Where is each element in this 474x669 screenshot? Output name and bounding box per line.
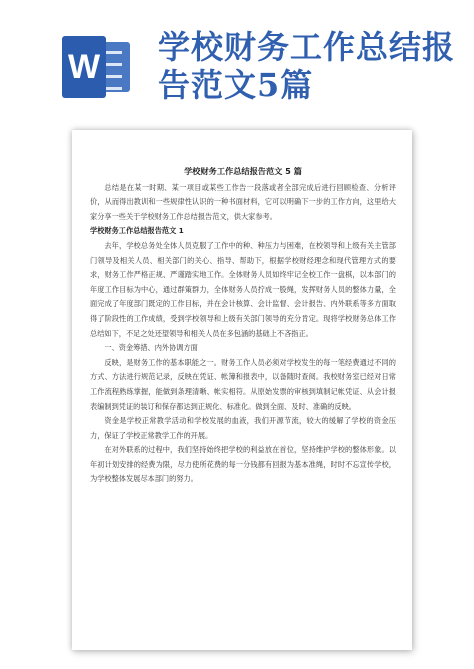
- section-heading: 学校财务工作总结报告范文 1: [90, 226, 184, 236]
- subsection-heading: 一、资金筹措、内外协调方面: [104, 343, 198, 353]
- document-body: [90, 164, 396, 487]
- word-logo-letter: W: [62, 36, 106, 98]
- body-paragraph: 资金是学校正常教学活动和学校发展的血液，我们开源节流，较大的缓解了学校的资金压力，保证了学校正常教学工作的开展。: [90, 416, 396, 440]
- body-paragraph: 去年，学校总务处全体人员克服了工作中的种、种压力与困难，在校领导和上级有关主管部门领导及相关人员、相关部门的关心、指导、帮助下，根据学校财经理念和现代管理方式的要求，财务工作严格正规、严谨踏实地工作。全体财务人员如终牢记全校工作一盘棋，以本部门的年度工作目标为中心，通过群策群力，全体财务人员拧成一股绳，发挥财务人员的整体力量，全面完成了年度部门既定的工作目标，并在会计核算、会计监督、会计报告、内外联系等多方面取得了阶段性的工作成绩，受到学校领导和上级有关部门领导的充分肯定。现将学校财务总体工作总结如下，不足之处还望领导和相关人员在多包涵的基础上不吝指正。: [90, 240, 396, 338]
- intro-paragraph: 总结是在某一时期、某一项目或某些工作告一段落或者全部完成后进行回顾检查、分析评价，从而得出教训和一些规律性认识的一种书面材料，它可以明确下一步的工作方向，这里给大家分享一些关于学校财务工作总结报告范文，供大家参考。: [90, 182, 396, 221]
- document-title: 学校财务工作总结报告范文 5 篇: [184, 166, 302, 176]
- body-paragraph: 在对外联系的过程中，我们坚持始终把学校的利益放在首位，坚持维护学校的整体形象。以年初计划安排的经费为限，尽力使所花费的每一分钱都有回报为基本准绳，时时不忘宣传学校，为学校整体发展尽本部门的努力。: [90, 445, 396, 484]
- document-page: [72, 130, 412, 650]
- banner-title: 学校财务工作总结报告范文5篇: [158, 28, 456, 104]
- body-paragraph: 反映，是财务工作的基本职能之一。财务工作人员必须对学校发生的每一笔经费通过不同的方式、方法进行规范记录，反映在凭证、帐簿和报表中，以备随时查阅。我校财务室已经对日常工作流程熟练掌握，能做到条理清晰、帐实相符。从原始发票的审核到填制记帐凭证、从会计报表编制到凭证的装订和保存都达到正规化、标准化。做到全面、及时、准确的反映。: [90, 357, 396, 411]
- header-banner: [0, 0, 474, 122]
- word-document-icon: [62, 36, 132, 98]
